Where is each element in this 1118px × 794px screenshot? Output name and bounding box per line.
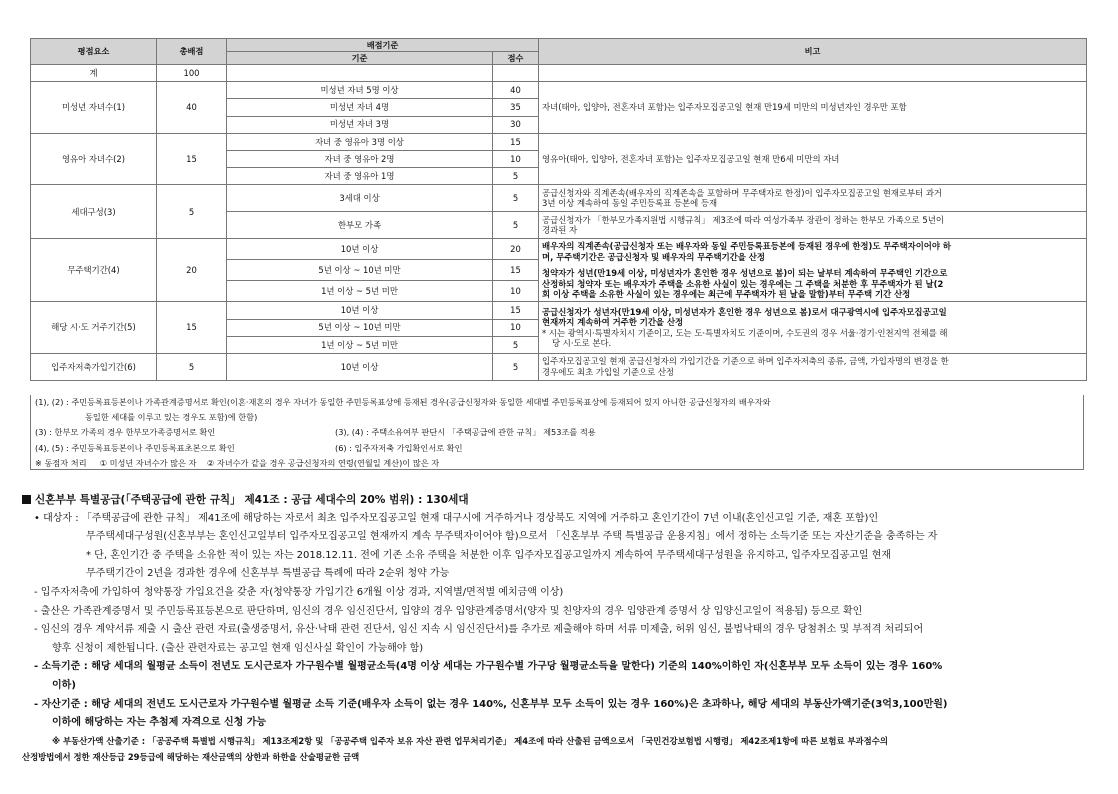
- criteria-cell: 미성년 자녀 4명: [227, 99, 493, 116]
- target-line: 무주택기간이 2년을 경과한 경우에 신혼부부 특별공급 특례에 따라 2순위 청약 가능: [86, 568, 450, 580]
- note-line: (1), (2) : 주민등록표등본이나 가족관계증명서로 확인(이혼·재혼의 경우 자녀가 동일한 주민등록표상에 등재된 경우(공급신청자와 동일한 세대별 주민등록표상에 등재되어 있지 아니한 공급신청자의 배우자와: [35, 397, 771, 407]
- children-remark: 자녀(태아, 입양아, 전혼자녀 포함)는 입주자모집공고일 현재 만19세 미만의 미성년자인 경우만 포함: [539, 82, 1087, 134]
- remark-line: 청약자가 성년(만19세 이상, 미성년자가 혼인한 경우 성년으로 봄)이 되는 날부터 계속하여 무주택인 기간으로: [542, 268, 948, 279]
- note-item: (4), (5) : 주민등록표등본이나 주민등록표초본으로 확인: [35, 442, 235, 453]
- score-cell: 40: [493, 82, 539, 99]
- score-cell: 15: [493, 260, 539, 281]
- note-line: [35, 441, 1079, 456]
- savings-total: 5: [157, 353, 227, 380]
- score-cell: 10: [493, 319, 539, 336]
- score-cell: 5: [493, 168, 539, 185]
- savings-remark: [539, 353, 1087, 380]
- homeless-total: 20: [157, 239, 227, 302]
- remark-line: 경과된 자: [542, 225, 578, 236]
- criteria-cell: 10년 이상: [227, 302, 493, 319]
- bullet-line: - 입주자저축에 가입하여 청약통장 가입요건을 갖춘 자(청약통장 가입기간 6개월 이상 경과, 지역별/면적별 예치금액 이상): [34, 586, 564, 598]
- score-cell: 35: [493, 99, 539, 116]
- newlywed-section: [22, 491, 1102, 765]
- asset-criteria: - 자산기준 : 해당 세대의 전년도 도시근로자 가구원수별 월평균 소득 기준(배우자 소득이 없는 경우 140%, 신혼부부 모두 소득이 있는 경우 160%)은 초과하나, 해당 세대의 부동산가액기준(3억3,100만원): [34, 698, 948, 710]
- criteria-cell: 1년 이상 ~ 5년 미만: [227, 281, 493, 302]
- residence-total: 15: [157, 302, 227, 354]
- remark-line: 공급신청자와 직계존속(배우자의 직계존속을 포함하며 무주택자로 한정)이 입주자모집공고일 현재로부터 과거: [542, 187, 942, 198]
- remark-line: 며, 무주택기간은 공급신청자 및 배우자의 무주택기간을 산정: [542, 251, 765, 262]
- note-line: [35, 425, 1079, 440]
- score-cell: 30: [493, 116, 539, 133]
- criteria-cell: 자녀 중 영유아 3명 이상: [227, 133, 493, 150]
- criteria-cell: 미성년 자녀 3명: [227, 116, 493, 133]
- criteria-cell: 자녀 중 영유아 2명: [227, 150, 493, 167]
- score-cell: 5: [493, 353, 539, 380]
- remark-line: 3년 이상 계속하여 동일 주민등록표 등본에 등재: [542, 198, 718, 209]
- target-line: • 대상자 : 「주택공급에 관한 규칙」 제41조에 해당하는 자로서 최초 입주자모집공고일 현재 대구시에 거주하거나 경상북도 지역에 거주하고 혼인기간이 7년 이내(혼인신고일 기준, 재혼 포함)인: [34, 512, 879, 524]
- children-item: 미성년 자녀수(1): [31, 82, 157, 134]
- score-table: [30, 38, 1087, 381]
- note-line: ※ 동점자 처리 ① 미성년 자녀수가 많은 자 ② 자녀수가 같을 경우 공급신청자의 연령(연월일 계산)이 많은 자: [35, 457, 440, 468]
- asset-note: ※ 부동산가액 산출기준 : 「공공주택 특별법 시행규칙」 제13조제2항 및 「공공주택 입주자 보유 자산 관련 업무처리기준」 제4조에 따라 산출된 금액으로서 「국민건강보험법 시행령」 제42조제1항에 따른 보험료 부과점수의: [52, 735, 888, 746]
- bullet-line: - 출산은 가족관계증명서 및 주민등록표등본으로 판단하며, 임신의 경우 임신진단서, 입양의 경우 입양관계증명서(양자 및 친양자의 경우 입양관계 증명서 상 입양신고일이 적용됨) 등으로 확인: [34, 605, 863, 617]
- score-cell: 5: [493, 336, 539, 353]
- criteria-cell: 10년 이상: [227, 353, 493, 380]
- criteria-cell: 한부모 가족: [227, 212, 493, 239]
- homeless-item: 무주택기간(4): [31, 239, 157, 302]
- children-total: 40: [157, 82, 227, 134]
- household-item: 세대구성(3): [31, 185, 157, 239]
- score-cell: 10: [493, 281, 539, 302]
- bullet-line: 향후 신청이 제한됩니다. (출산 관련자료는 공고일 현재 임신사실 확인이 가능해야 함): [52, 642, 424, 654]
- criteria-cell: 자녀 중 영유아 1명: [227, 168, 493, 185]
- bullet-line: - 임신의 경우 계약서류 제출 시 출산 관련 자료(출생증명서, 유산·낙태 관련 진단서, 임신 지속 시 임신진단서)를 추가로 제출해야 하며 서류 미제출, 허위 임신, 불법낙태의 경우 당첨취소 및 부적격 처리되어: [34, 624, 924, 636]
- remark-line: 공급신청자가 「한부모가족지원법 시행규칙」 제3조에 따라 여성가족부 장관이 정하는 한부모 가족으로 5년이: [542, 214, 944, 225]
- household-total: 5: [157, 185, 227, 239]
- criteria-cell: 5년 이상 ~ 10년 미만: [227, 260, 493, 281]
- note-item: (3), (4) : 주택소유여부 판단시 「주택공급에 관한 규칙」 제53조를 적용: [335, 427, 596, 438]
- infants-total: 15: [157, 133, 227, 185]
- section-title: 신혼부부 특별공급(「주택공급에 관한 규칙」 제41조 : 공급 세대수의 20% 범위) : 130세대: [22, 491, 1102, 510]
- total-row-value: 100: [157, 65, 227, 82]
- remark-line: 산정하되 청약자 또는 배우자가 주택을 소유한 사실이 있는 경우에는 그 주택을 처분한 후 무주택자가 된 날(2: [542, 278, 944, 289]
- remark-line: 현재까지 계속하여 거주한 기간을 산정: [542, 317, 684, 328]
- remark-line: 입주자모집공고일 현재 공급신청자의 가입기간을 기준으로 하며 입주자저축의 종류, 금액, 가입자명의 변경을 한: [542, 356, 949, 367]
- remark-line: 경우에도 최초 가입일 기준으로 산정: [542, 366, 675, 377]
- residence-item: 해당 시·도 거주기간(5): [31, 302, 157, 354]
- income-criteria: 이하): [52, 679, 76, 691]
- score-cell: 5: [493, 185, 539, 212]
- total-row-label: 계: [31, 65, 157, 82]
- score-cell: 15: [493, 133, 539, 150]
- header-remark: 비고: [539, 39, 1087, 65]
- header-score: 점수: [493, 52, 539, 65]
- note-line: 동일한 세대를 이루고 있는 경우도 포함)에 한함): [85, 412, 258, 423]
- score-cell: 5: [493, 212, 539, 239]
- header-criteria-group: 배점기준: [227, 39, 539, 52]
- remark-line: 배우자의 직계존속(공급신청자 또는 배우자와 동일 주민등록표등본에 등재된 경우에 한정)도 무주택자이어야 하: [542, 241, 951, 252]
- target-line: 무주택세대구성원(신혼부부는 혼인신고일부터 입주자모집공고일 현재까지 계속 무주택자이어야 함)으로서 「신혼부부 주택 특별공급 운용지침」에서 정하는 소득기준 또는 자산기준을 충족하는 자: [86, 531, 938, 543]
- residence-remark: [539, 302, 1087, 354]
- score-cell: 15: [493, 302, 539, 319]
- asset-criteria: 이하에 해당하는 자는 추첨제 자격으로 신청 가능: [52, 717, 267, 729]
- score-cell: 20: [493, 239, 539, 260]
- remark-line: 회 이상 주택을 소유한 사실이 있는 경우에는 최근에 무주택자가 된 날을 말함)부터 무주택 기간 산정: [542, 289, 911, 300]
- criteria-cell: 5년 이상 ~ 10년 미만: [227, 319, 493, 336]
- criteria-cell: 미성년 자녀 5명 이상: [227, 82, 493, 99]
- infants-remark: 영유아(태아, 입양아, 전혼자녀 포함)는 입주자모집공고일 현재 만6세 미만의 자녀: [539, 133, 1087, 185]
- square-bullet-icon: [22, 495, 31, 504]
- header-item: 평점요소: [31, 39, 157, 65]
- household-remark-1: [539, 185, 1087, 212]
- infants-item: 영유아 자녀수(2): [31, 133, 157, 185]
- table-notes: [30, 395, 1084, 470]
- remark-line: 공급신청자가 성년자(만19세 이상, 미성년자가 혼인한 경우 성년으로 봄)로서 대구광역시에 입주자모집공고일: [542, 306, 947, 317]
- remark-line: 당 시·도로 본다.: [552, 338, 612, 349]
- asset-note: 산정방법에서 정한 재산등급 29등급에 해당하는 재산금액의 상한과 하한을 산술평균한 금액: [22, 751, 360, 762]
- note-item: (6) : 입주자저축 가입확인서로 확인: [335, 442, 463, 453]
- savings-item: 입주자저축가입기간(6): [31, 353, 157, 380]
- header-total: 총배점: [157, 39, 227, 65]
- remark-line: * 시는 광역시·특별자치시 기준이고, 도는 도·특별자치도 기준이며, 수도권의 경우 서울·경기·인천지역 전체를 해: [542, 327, 948, 338]
- criteria-cell: 3세대 이상: [227, 185, 493, 212]
- household-remark-2: [539, 212, 1087, 239]
- homeless-remark: [539, 239, 1087, 302]
- income-criteria: - 소득기준 : 해당 세대의 월평균 소득이 전년도 도시근로자 가구원수별 월평균소득(4명 이상 세대는 가구원수별 가구당 월평균소득을 말한다) 기준의 140%이하인 자(신혼부부 모두 소득이 있는 경우 160%: [34, 661, 943, 673]
- criteria-cell: 10년 이상: [227, 239, 493, 260]
- score-cell: 10: [493, 150, 539, 167]
- criteria-cell: 1년 이상 ~ 5년 미만: [227, 336, 493, 353]
- header-criteria: 기준: [227, 52, 493, 65]
- target-line: * 단, 혼인기간 중 주택을 소유한 적이 있는 자는 2018.12.11. 전에 기존 소유 주택을 처분한 이후 입주자모집공고일까지 계속하여 무주택세대구성원을 유지하고, 입주자모집공고일 현재: [86, 549, 892, 561]
- note-item: (3) : 한부모 가족의 경우 한부모가족증명서로 확인: [35, 427, 216, 438]
